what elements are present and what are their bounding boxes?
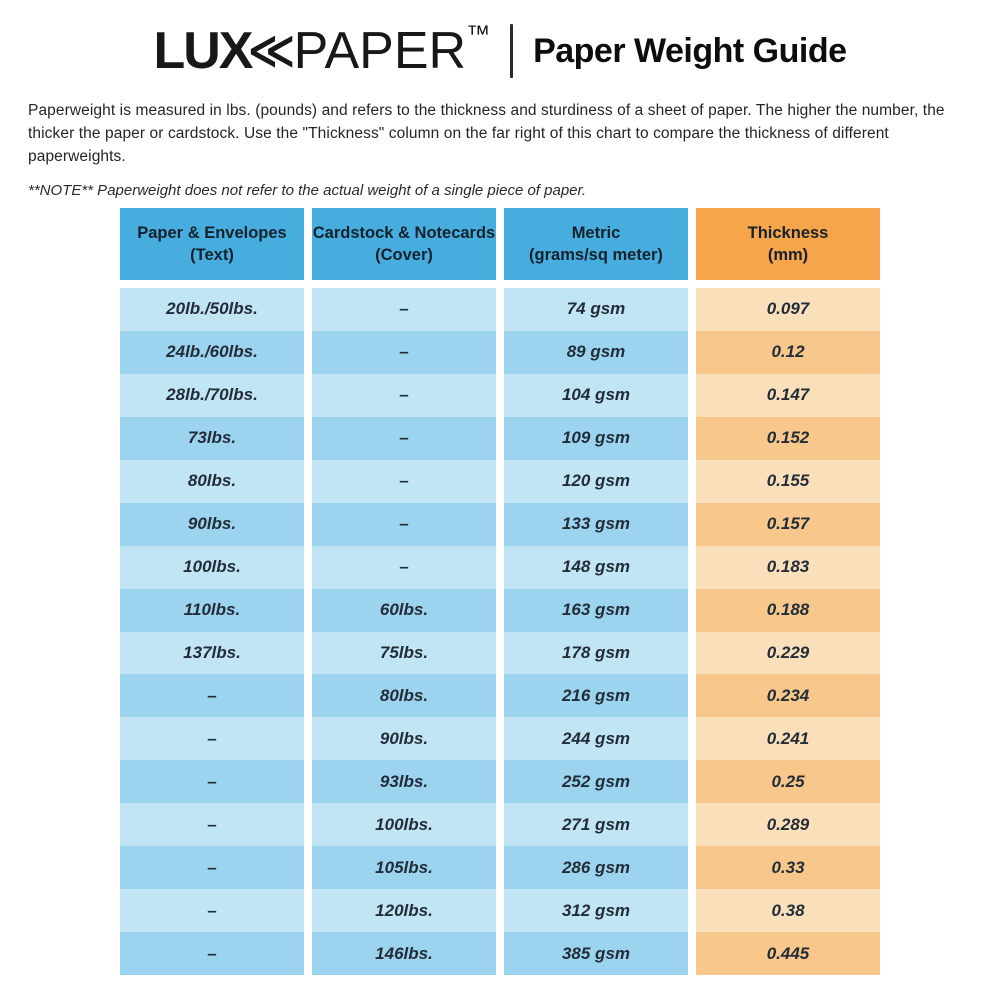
table-cell: 0.188 [696, 589, 880, 632]
table-cell: 0.229 [696, 632, 880, 675]
table-cell: 0.12 [696, 331, 880, 374]
table-cell: 24lb./60lbs. [120, 331, 304, 374]
table-cell: 286 gsm [504, 846, 688, 889]
table-cell: 100lbs. [120, 546, 304, 589]
table-cell: – [312, 288, 496, 331]
table-cell: 244 gsm [504, 717, 688, 760]
table-cell: 0.183 [696, 546, 880, 589]
table-cell: 28lb./70lbs. [120, 374, 304, 417]
note-text: **NOTE** Paperweight does not refer to the actual weight of a single piece of paper. [28, 182, 587, 200]
table-cell: 75lbs. [312, 632, 496, 675]
table-cell: 120lbs. [312, 889, 496, 932]
table-cell: 146lbs. [312, 932, 496, 975]
logo-paper-text: PAPER [293, 22, 467, 80]
header-line: (Text) [190, 246, 234, 264]
table-cell: 133 gsm [504, 503, 688, 546]
table-cell: – [120, 803, 304, 846]
table-cell: 0.234 [696, 674, 880, 717]
table-cell: 90lbs. [120, 503, 304, 546]
table-cell: 0.157 [696, 503, 880, 546]
trademark-symbol: ™ [466, 21, 491, 48]
header-line: Metric [571, 223, 621, 242]
table-cell: 0.38 [696, 889, 880, 932]
divider [510, 24, 513, 78]
table-cell: 20lb./50lbs. [120, 288, 304, 331]
table-cell: 100lbs. [312, 803, 496, 846]
table-cell: 73lbs. [120, 417, 304, 460]
table-cell: 0.25 [696, 760, 880, 803]
table-cell: – [120, 717, 304, 760]
brand-header [0, 0, 1000, 78]
table-cell: 137lbs. [120, 632, 304, 675]
table-cell: 178 gsm [504, 632, 688, 675]
table-cell: 312 gsm [504, 889, 688, 932]
table-header-row [120, 208, 880, 280]
table-body [120, 288, 880, 975]
table-cell: 80lbs. [312, 674, 496, 717]
table-cell: 385 gsm [504, 932, 688, 975]
header-paper-envelopes [120, 208, 304, 280]
table-cell: 0.155 [696, 460, 880, 503]
table-cell: 0.097 [696, 288, 880, 331]
header-line: Cardstock & Notecards [312, 223, 496, 242]
table-cell: 60lbs. [312, 589, 496, 632]
table-cell: 0.241 [696, 717, 880, 760]
table-cell: 271 gsm [504, 803, 688, 846]
table-cell: 163 gsm [504, 589, 688, 632]
table-cell: 252 gsm [504, 760, 688, 803]
table-cell: 0.33 [696, 846, 880, 889]
table-cell: 109 gsm [504, 417, 688, 460]
table-cell: 0.445 [696, 932, 880, 975]
header-line: (grams/sq meter) [529, 246, 663, 264]
logo-chevrons-icon: ≪ [247, 24, 292, 76]
table-cell: 148 gsm [504, 546, 688, 589]
header-thickness [696, 208, 880, 280]
table-cell: – [312, 460, 496, 503]
table-cell: – [312, 417, 496, 460]
table-cell: – [120, 889, 304, 932]
lux-paper-logo [153, 21, 491, 80]
table-cell: – [312, 546, 496, 589]
table-cell: 104 gsm [504, 374, 688, 417]
table-cell: 90lbs. [312, 717, 496, 760]
header-cardstock-notecards [312, 208, 496, 280]
table-cell: 74 gsm [504, 288, 688, 331]
table-cell: 110lbs. [120, 589, 304, 632]
page-title: Paper Weight Guide [533, 31, 847, 70]
intro-paragraph: Paperweight is measured in lbs. (pounds) and refers to the thickness and sturdiness of a sheet of paper. The higher the number, the thicker the paper or cardstock. Use the "Thickness" column on the far right of this chart to compare the thickness of different paperweights. [28, 102, 945, 165]
table-cell: 216 gsm [504, 674, 688, 717]
table-cell: 105lbs. [312, 846, 496, 889]
table-cell: – [312, 503, 496, 546]
table-cell: – [312, 374, 496, 417]
table-cell: 0.147 [696, 374, 880, 417]
table-cell: 0.289 [696, 803, 880, 846]
table-cell: 93lbs. [312, 760, 496, 803]
paper-weight-table [120, 208, 880, 975]
table-cell: 89 gsm [504, 331, 688, 374]
header-line: (mm) [767, 246, 809, 264]
table-cell: 80lbs. [120, 460, 304, 503]
table-cell: 0.152 [696, 417, 880, 460]
header-metric [504, 208, 688, 280]
table-cell: – [312, 331, 496, 374]
table-cell: – [120, 674, 304, 717]
header-line: Paper & Envelopes [137, 223, 287, 242]
table-cell: – [120, 760, 304, 803]
header-line: Thickness [747, 223, 829, 242]
header-line: (Cover) [375, 246, 433, 264]
table-cell: 120 gsm [504, 460, 688, 503]
table-cell: – [120, 932, 304, 975]
logo-lux-text: LUX [153, 22, 252, 80]
table-cell: – [120, 846, 304, 889]
